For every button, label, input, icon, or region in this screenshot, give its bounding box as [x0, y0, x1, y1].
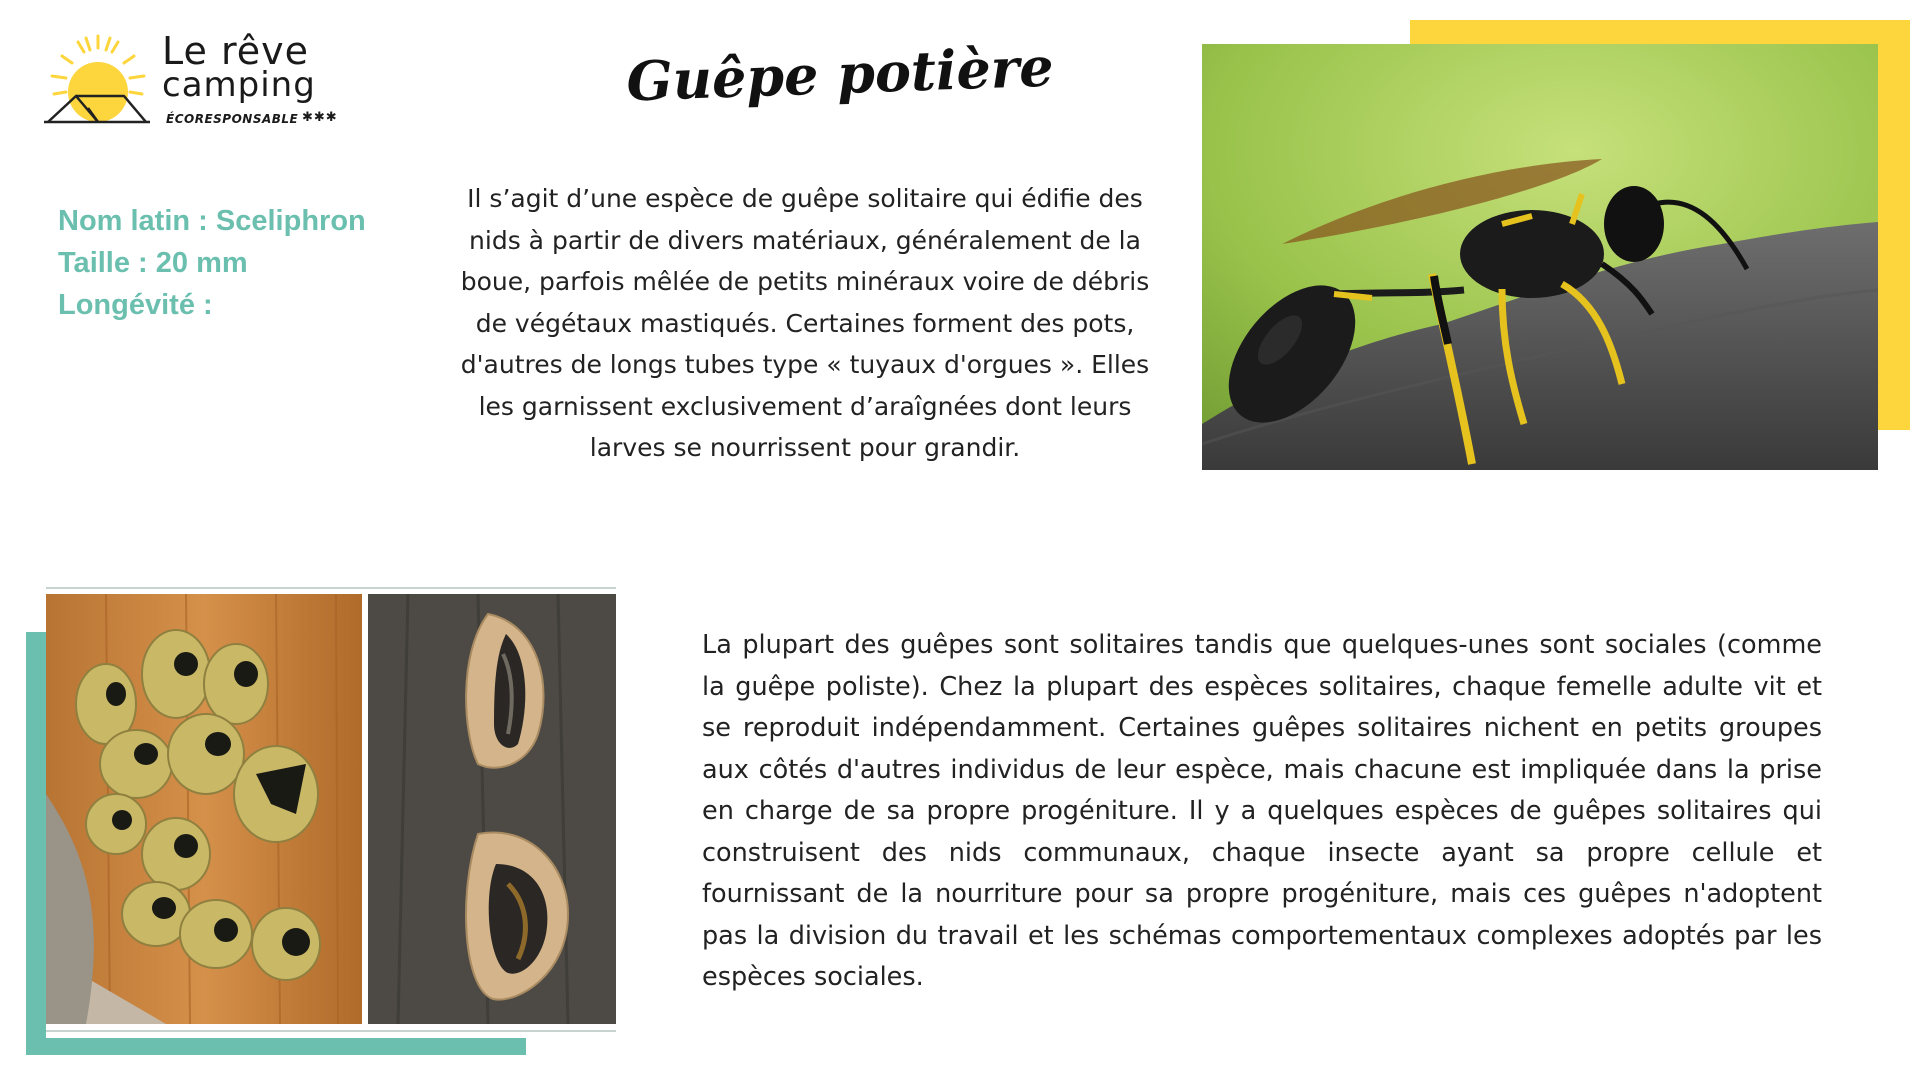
longevity: Longévité :	[58, 289, 213, 321]
body-paragraph: La plupart des guêpes sont solitaires tandis que quelques-unes sont sociales (comme la guêpe poliste). Chez la plupart des espèces solitaires, chaque femelle adulte vit et se reproduit indépendamment. Certaines guêpes solitaires nichent en petits groupes aux côtés d'autres individus de leur espèce, mais chacune est impliquée dans la prise en charge de sa propre progéniture. Il y a quelques espèces de guêpes solitaires qui construisent des nids communaux, chaque insecte ayant sa propre cellule et fournissant de la nourriture pour sa propre progéniture, mais ces guêpes n'adoptent pas la division du travail et les schémas comportementaux complexes adoptés par les espèces sociales.	[702, 630, 1822, 992]
opened-nest-photo	[368, 594, 616, 1024]
photo-accent-bar-vertical	[26, 632, 46, 1050]
divider-line	[46, 587, 616, 589]
mud-pots-photo	[46, 594, 362, 1024]
photo-accent-bar-horizontal	[26, 1038, 526, 1055]
wasp-photo	[1202, 44, 1878, 470]
page-title: Guêpe potière	[625, 34, 1055, 114]
latin-name: Nom latin : Sceliphron	[58, 205, 366, 237]
species-facts	[58, 200, 366, 326]
logo	[40, 28, 360, 138]
size: Taille : 20 mm	[58, 247, 248, 279]
logo-stars: ✱✱✱	[302, 110, 338, 125]
divider-line	[46, 1030, 616, 1032]
logo-tagline: ÉCORESPONSABLE	[166, 112, 299, 126]
logo-line-1: Le rêve	[162, 29, 309, 73]
logo-line-2: camping	[162, 65, 316, 105]
intro-paragraph: Il s’agit d’une espèce de guêpe solitaire qui édifie des nids à partir de divers matériaux, généralement de la boue, parfois mêlée de petits minéraux voire de débris de végétaux mastiqués. Certaines forment des pots, d'autres de longs tubes type « tuyaux d'orgues ». Elles les garnissent exclusivement d’araîgnées dont leurs larves se nourrissent pour grandir.	[460, 184, 1150, 462]
sun-tent-icon	[40, 28, 160, 128]
